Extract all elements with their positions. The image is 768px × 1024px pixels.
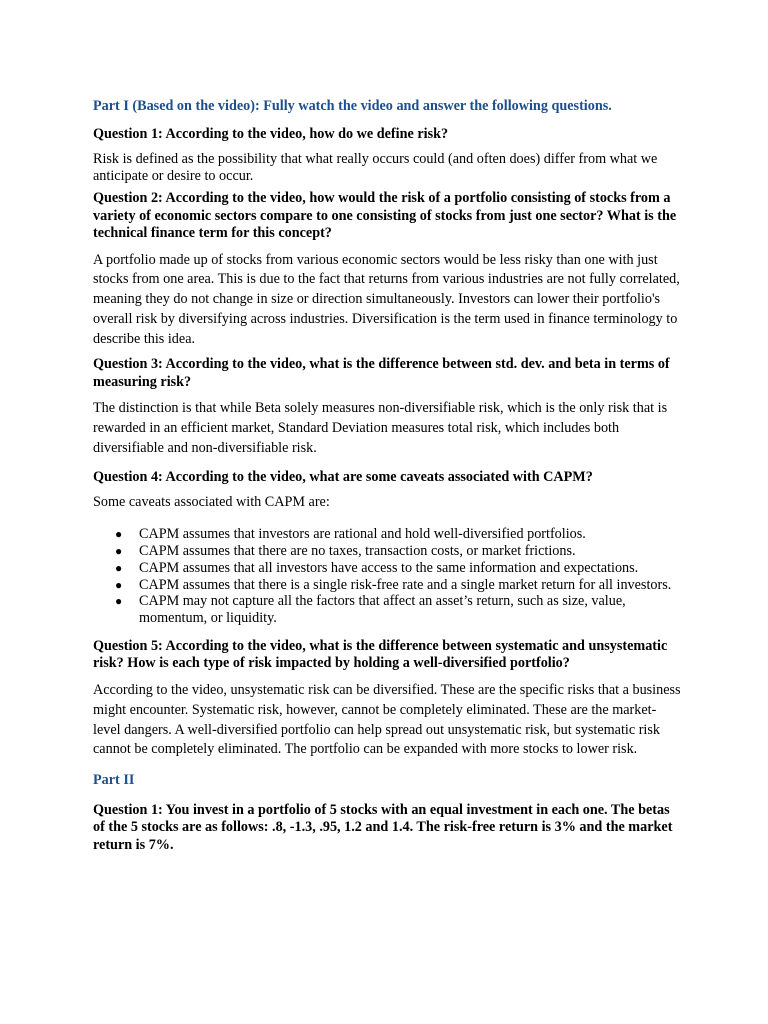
bullet-icon: ● [115, 560, 123, 575]
list-item [93, 543, 683, 560]
list-item [93, 526, 683, 543]
bullet-icon: ● [115, 577, 123, 592]
caveat-text: CAPM may not capture all the factors that affect an asset’s return, such as size, value, momentum, or liquidity. [139, 593, 626, 627]
part2-title: Part II [93, 772, 135, 789]
list-item [93, 560, 683, 577]
caveats-list [93, 526, 683, 627]
caveat-text: CAPM assumes that all investors have access to the same information and expectations. [139, 559, 639, 576]
question-3-heading: Question 3: According to the video, what is the difference between std. dev. and beta in terms of measuring risk? [93, 356, 670, 390]
bullet-icon: ● [115, 543, 123, 558]
answer-1-text: Risk is defined as the possibility that what really occurs could (and often does) differ from what we anticipate or desire to occur. [93, 151, 658, 184]
list-item [93, 593, 683, 627]
question-2-heading: Question 2: According to the video, how would the risk of a portfolio consisting of stocks from a variety of economic sectors compare to one consisting of stocks from just one sector? What is the technical finance term for this concept? [93, 190, 677, 241]
list-item [93, 577, 683, 594]
caveat-text: CAPM assumes that investors are rational and hold well-diversified portfolios. [139, 526, 586, 543]
part2-question-1-heading: Question 1: You invest in a portfolio of 5 stocks with an equal investment in each one. The betas of the 5 stocks are as follows: .8, -1.3, .95, 1.2 and 1.4. The risk-free return is 3% and the market return is 7%. [93, 801, 673, 853]
question-4-heading: Question 4: According to the video, what are some caveats associated with CAPM? [93, 468, 593, 485]
document-page [93, 98, 683, 854]
question-1-heading: Question 1: According to the video, how do we define risk? [93, 125, 449, 142]
part1-title: Part I (Based on the video): Fully watch the video and answer the following questions. [93, 98, 612, 114]
answer-2-text: A portfolio made up of stocks from various economic sectors would be less risky than one with just stocks from one area. This is due to the fact that returns from various industries are not fully correlated, meaning they do not change in size or direction simultaneously. Investors can lower their portfolio's overall risk by diversifying across industries. Diversification is the term used in finance terminology to describe this idea. [93, 251, 680, 347]
answer-3-text: The distinction is that while Beta solely measures non-diversifiable risk, which is the only risk that is rewarded in an efficient market, Standard Deviation measures total risk, which includes both diversifiable and non-diversifiable risk. [93, 400, 668, 457]
question-5-heading: Question 5: According to the video, what is the difference between systematic and unsystematic risk? How is each type of risk impacted by holding a well-diversified portfolio? [93, 637, 668, 672]
bullet-icon: ● [115, 594, 123, 609]
caveats-intro: Some caveats associated with CAPM are: [93, 494, 330, 511]
caveat-text: CAPM assumes that there is a single risk-free rate and a single market return for all investors. [139, 576, 672, 593]
bullet-icon: ● [115, 527, 123, 542]
caveat-text: CAPM assumes that there are no taxes, transaction costs, or market frictions. [139, 542, 576, 559]
answer-5-text: According to the video, unsystematic risk can be diversified. These are the specific risks that a business might encounter. Systematic risk, however, cannot be completely eliminated. These are the market-level dangers. A well-diversified portfolio can help spread out unsystematic risk, but systematic risk cannot be completely eliminated. The portfolio can be expanded with more stocks to lower risk. [93, 681, 681, 758]
